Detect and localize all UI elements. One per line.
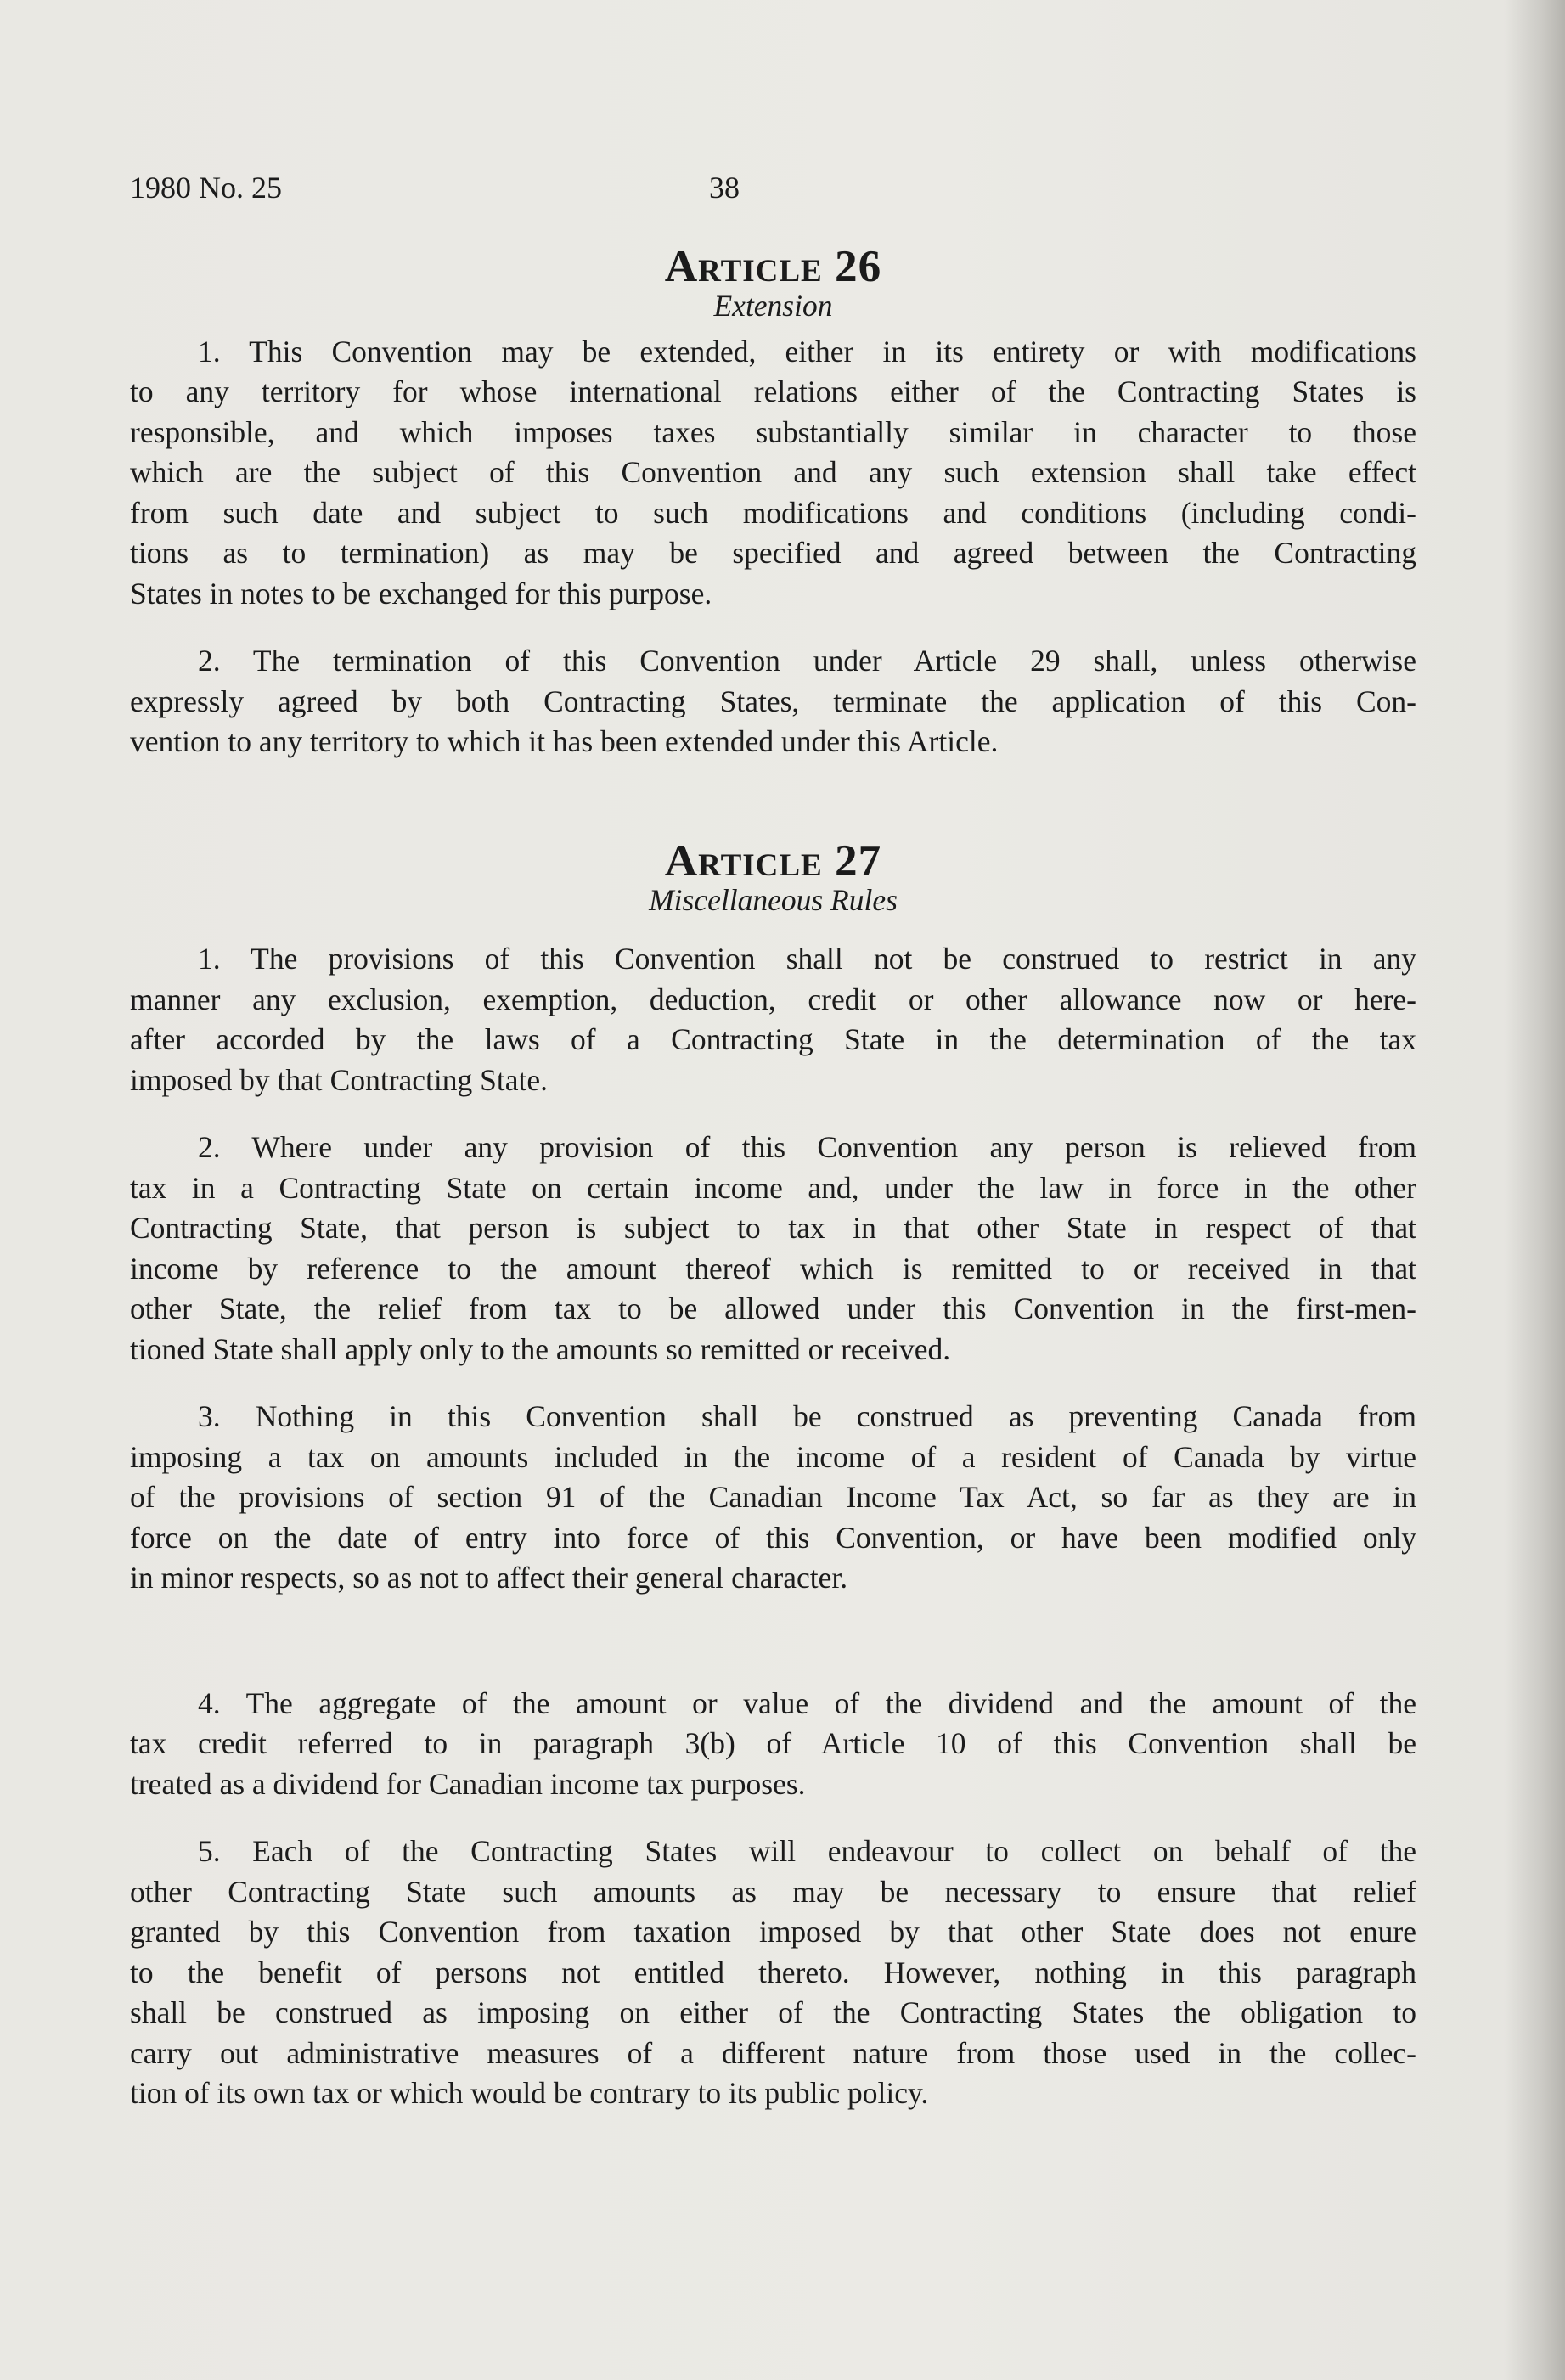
- text-line: manner any exclusion, exemption, deduction, credit or other allowance now or here-: [130, 982, 1416, 1016]
- text-line: force on the date of entry into force of this Convention, or have been modified only: [130, 1520, 1416, 1555]
- text-line: tax in a Contracting State on certain income and, under the law in force in the other: [130, 1170, 1416, 1205]
- paragraph: [130, 1397, 1416, 1599]
- text-line: to the benefit of persons not entitled thereto. However, nothing in this paragraph: [130, 1955, 1416, 1989]
- article-subtitle: Miscellaneous Rules: [649, 882, 898, 917]
- text-line: to any territory for whose international relations either of the Contracting States is: [130, 374, 1416, 408]
- text-line: income by reference to the amount thereof which is remitted to or received in that: [130, 1251, 1416, 1286]
- text-line: after accorded by the laws of a Contracting State in the determination of the tax: [130, 1022, 1416, 1056]
- document-body: [130, 241, 1416, 2114]
- paragraph: [130, 641, 1416, 762]
- text-line: tioned State shall apply only to the amounts so remitted or received.: [130, 1331, 951, 1366]
- paragraph: [130, 939, 1416, 1100]
- text-line: shall be construed as imposing on either of the Contracting States the obligation to: [130, 1995, 1416, 2029]
- text-line: 1. This Convention may be extended, either in its entirety or with modifications: [198, 334, 1416, 369]
- text-line: from such date and subject to such modifications and conditions (including condi-: [130, 495, 1416, 530]
- article-subtitle: Extension: [713, 289, 833, 323]
- text-line: States in notes to be exchanged for this purpose.: [130, 576, 712, 610]
- text-line: responsible, and which imposes taxes substantially similar in character to those: [130, 414, 1416, 449]
- paragraph: [130, 332, 1416, 615]
- binding-shadow: [1506, 0, 1565, 2380]
- text-line: imposing a tax on amounts included in the income of a resident of Canada by virtue: [130, 1439, 1416, 1474]
- article-26: [130, 241, 1416, 762]
- text-line: 2. Where under any provision of this Convention any person is relieved from: [198, 1130, 1416, 1164]
- text-line: 5. Each of the Contracting States will endeavour to collect on behalf of the: [198, 1834, 1416, 1868]
- paragraph: [130, 1831, 1416, 2114]
- text-line: 2. The termination of this Convention under Article 29 shall, unless otherwise: [198, 644, 1416, 678]
- page-number: 38: [709, 171, 740, 205]
- running-head: 1980 No. 25: [130, 171, 282, 205]
- text-line: expressly agreed by both Contracting States, terminate the application of this Con-: [130, 684, 1416, 718]
- page-header: [130, 166, 1421, 209]
- text-line: of the provisions of section 91 of the Canadian Income Tax Act, so far as they are in: [130, 1480, 1416, 1514]
- text-line: other Contracting State such amounts as may be necessary to ensure that relief: [130, 1874, 1416, 1909]
- text-line: granted by this Convention from taxation imposed by that other State does not enure: [130, 1915, 1416, 1949]
- article-title: Article 26: [664, 241, 882, 291]
- text-line: other State, the relief from tax to be allowed under this Convention in the first-men-: [130, 1291, 1416, 1325]
- text-line: carry out administrative measures of a different nature from those used in the collec-: [130, 2035, 1416, 2070]
- text-line: vention to any territory to which it has been extended under this Article.: [130, 724, 999, 758]
- article-title: Article 27: [664, 835, 882, 886]
- text-line: tions as to termination) as may be specified and agreed between the Contracting: [130, 536, 1416, 570]
- text-line: which are the subject of this Convention and any such extension shall take effect: [130, 455, 1416, 489]
- text-line: 3. Nothing in this Convention shall be construed as preventing Canada from: [198, 1399, 1416, 1433]
- article-27: [130, 835, 1416, 2114]
- text-line: Contracting State, that person is subject to tax in that other State in respect of that: [130, 1211, 1416, 1245]
- paragraph: [130, 1684, 1416, 1805]
- text-line: imposed by that Contracting State.: [130, 1062, 548, 1097]
- paragraph: [130, 1128, 1416, 1370]
- text-line: in minor respects, so as not to affect their general character.: [130, 1561, 848, 1595]
- text-line: 4. The aggregate of the amount or value of the dividend and the amount of the: [198, 1685, 1416, 1720]
- text-line: 1. The provisions of this Convention shall not be construed to restrict in any: [198, 942, 1416, 976]
- text-line: tion of its own tax or which would be contrary to its public policy.: [130, 2076, 929, 2110]
- text-line: tax credit referred to in paragraph 3(b) of Article 10 of this Convention shall be: [130, 1726, 1416, 1760]
- text-line: treated as a dividend for Canadian income tax purposes.: [130, 1766, 806, 1801]
